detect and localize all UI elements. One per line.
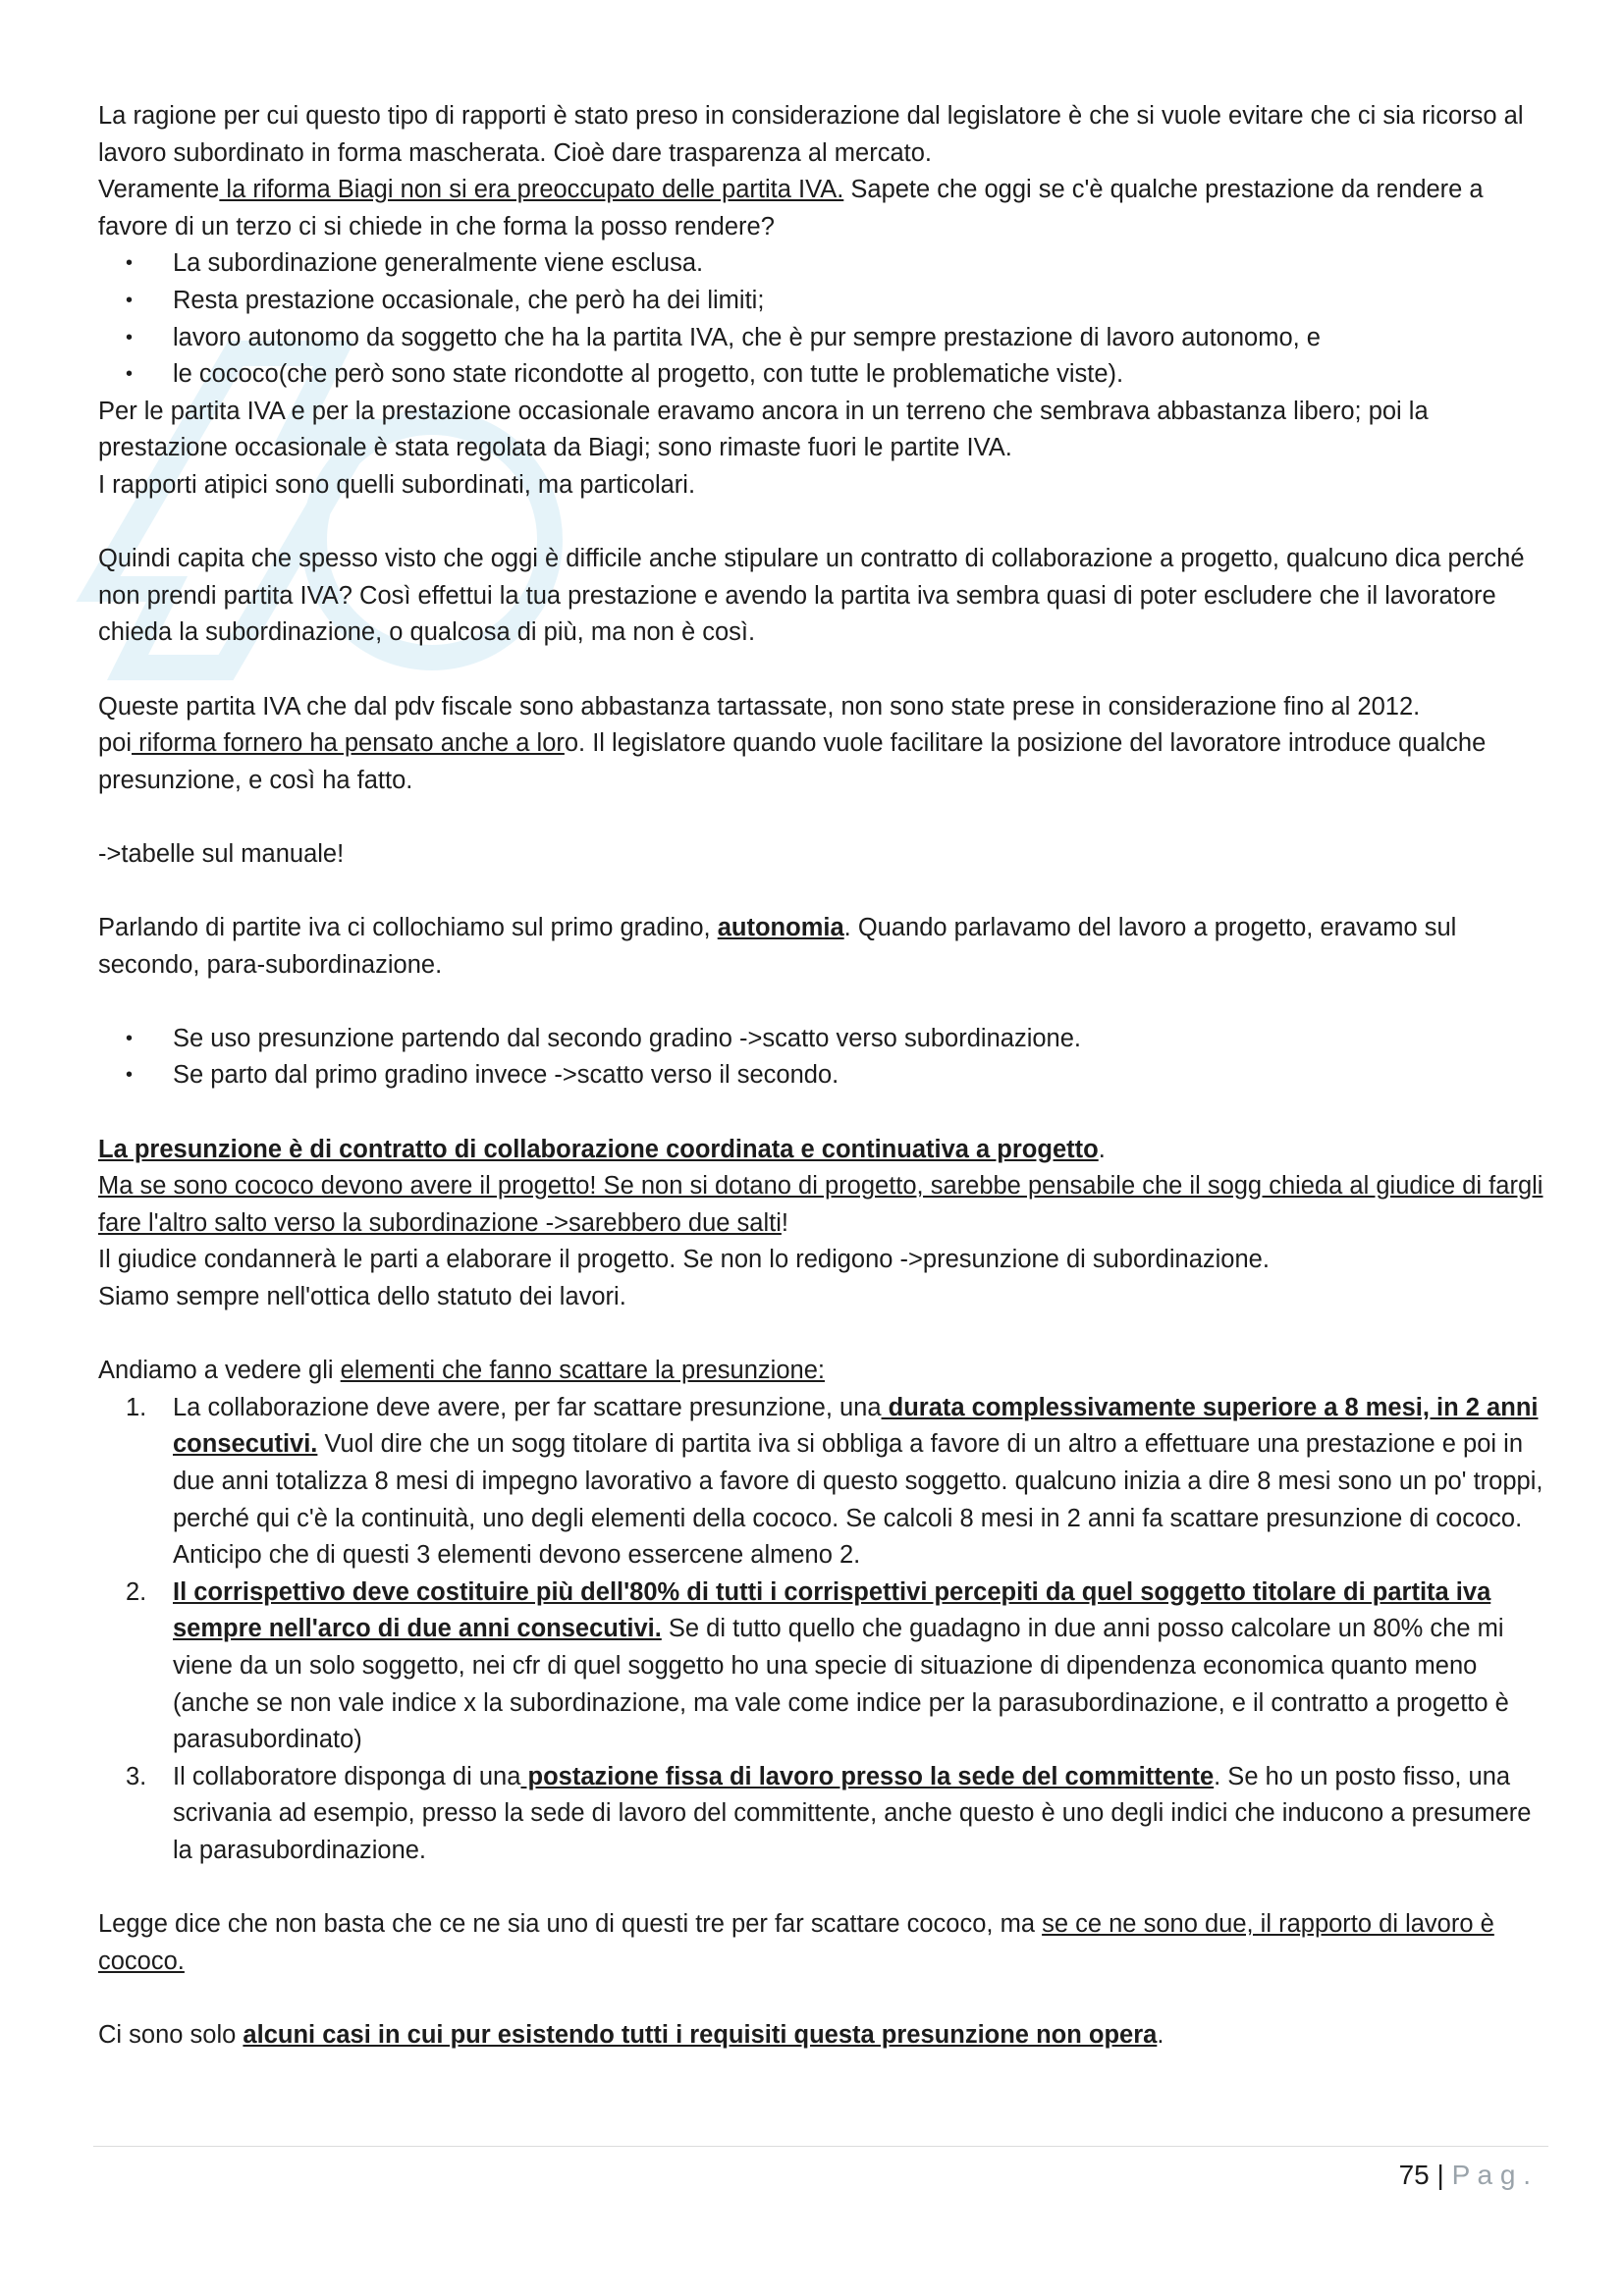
paragraph-9: Parlando di partite iva ci collochiamo sul primo gradino, autonomia. Quando parlavamo del lavoro a progetto, eravamo sul secondo, para-subordinazione.: [98, 914, 1457, 979]
paragraph-11: Ma se sono cococo devono avere il progetto! Se non si dotano di progetto, sarebbe pensabile che il sogg chieda al giudice di fargli fare l'altro salto verso la subordinazione ->sarebbero due salti!: [98, 1172, 1543, 1237]
list-item: • le cococo(che però sono state ricondotte al progetto, con tutte le problematiche viste).: [173, 356, 1543, 394]
footer-separator: |: [1436, 2160, 1444, 2190]
paragraph-16: Ci sono solo alcuni casi in cui pur esistendo tutti i requisiti questa presunzione non opera.: [98, 2020, 1164, 2049]
list-item: • lavoro autonomo da soggetto che ha la partita IVA, che è pur sempre prestazione di lavoro autonomo, e: [173, 320, 1543, 357]
paragraph-2: Veramente la riforma Biagi non si era preoccupato delle partita IVA. Sapete che oggi se c'è qualche prestazione da rendere a favore di un terzo ci si chiede in che forma la posso rendere?: [98, 176, 1484, 240]
paragraph-15: Legge dice che non basta che ce ne sia uno di questi tre per far scattare cococo, ma se ce ne sono due, il rapporto di lavoro è cococo.: [98, 1910, 1494, 1975]
paragraph-10: La presunzione è di contratto di collaborazione coordinata e continuativa a progetto.: [98, 1135, 1106, 1163]
paragraph-7: poi riforma fornero ha pensato anche a loro. Il legislatore quando vuole facilitare la posizione del lavoratore introduce qualche presunzione, e così ha fatto.: [98, 729, 1487, 794]
list-item: • Se parto dal primo gradino invece ->scatto verso il secondo.: [173, 1057, 1543, 1095]
paragraph-8: ->tabelle sul manuale!: [98, 839, 345, 868]
paragraph-5: Quindi capita che spesso visto che oggi è difficile anche stipulare un contratto di collaborazione a progetto, qualcuno dica perché non prendi partita IVA? Così effettui la tua prestazione e avendo la partita iva sembra quasi di poter escludere che il lavoratore chieda la subordinazione, o qualcosa di più, ma non è così.: [98, 545, 1525, 647]
page-number: 75: [1398, 2160, 1430, 2190]
paragraph-13: Siamo sempre nell'ottica dello statuto dei lavori.: [98, 1283, 626, 1310]
list-item: • Resta prestazione occasionale, che però ha dei limiti;: [173, 283, 1543, 320]
paragraph-3: Per le partita IVA e per la prestazione occasionale eravamo ancora in un terreno che sembrava abbastanza libero; poi la prestazione occasionale è stata regolata da Biagi; sono rimaste fuori le partite IVA.: [98, 397, 1429, 462]
bullet-list-forms: [98, 245, 1543, 393]
numbered-list-elements: [98, 1390, 1543, 1870]
page-footer: [93, 2146, 1548, 2194]
paragraph-12: Il giudice condannerà le parti a elaborare il progetto. Se non lo redigono ->presunzione di subordinazione.: [98, 1246, 1270, 1274]
paragraph-14: Andiamo a vedere gli elementi che fanno scattare la presunzione:: [98, 1357, 825, 1385]
list-item: • Se uso presunzione partendo dal secondo gradino ->scatto verso subordinazione.: [173, 1021, 1543, 1058]
paragraph-4: I rapporti atipici sono quelli subordinati, ma particolari.: [98, 470, 696, 499]
list-item: 1. La collaborazione deve avere, per far scattare presunzione, una durata complessivamente superiore a 8 mesi, in 2 anni consecutivi. Vuol dire che un sogg titolare di partita iva si obbliga a favore di un altro a effettuare una prestazione e poi in due anni totalizza 8 mesi di impegno lavorativo a favore di questo soggetto. qualcuno inizia a dire 8 mesi sono un po' troppi, perché qui c'è la continuità, uno degli elementi della cococo. Se calcoli 8 mesi in 2 anni fa scattare presunzione di cococo. Anticipo che di questi 3 elementi devono essercene almeno 2.: [173, 1390, 1543, 1575]
list-item: 3. Il collaboratore disponga di una postazione fissa di lavoro presso la sede del committente. Se ho un posto fisso, una scrivania ad esempio, presso la sede di lavoro del committente, anche questo è uno degli indici che inducono a presumere la parasubordinazione.: [173, 1759, 1543, 1870]
page-label: P a g .: [1451, 2160, 1531, 2190]
bullet-list-steps: [98, 1021, 1543, 1095]
list-item: • La subordinazione generalmente viene esclusa.: [173, 245, 1543, 283]
paragraph-6: Queste partita IVA che dal pdv fiscale sono abbastanza tartassate, non sono state prese in considerazione fino al 2012.: [98, 692, 1421, 721]
document-body: [98, 98, 1543, 2054]
list-item: 2. Il corrispettivo deve costituire più dell'80% di tutti i corrispettivi percepiti da quel soggetto titolare di partita iva sempre nell'arco di due anni consecutivi. Se di tutto quello che guadagno in due anni posso calcolare un 80% che mi viene da un solo soggetto, nei cfr di quel soggetto ho una specie di situazione di dipendenza economica quanto meno (anche se non vale indice x la subordinazione, ma vale come indice per la parasubordinazione, e il contratto a progetto è parasubordinato): [173, 1575, 1543, 1759]
paragraph-1: La ragione per cui questo tipo di rapporti è stato preso in considerazione dal legislatore è che si vuole evitare che ci sia ricorso al lavoro subordinato in forma mascherata. Cioè dare trasparenza al mercato.: [98, 102, 1524, 167]
